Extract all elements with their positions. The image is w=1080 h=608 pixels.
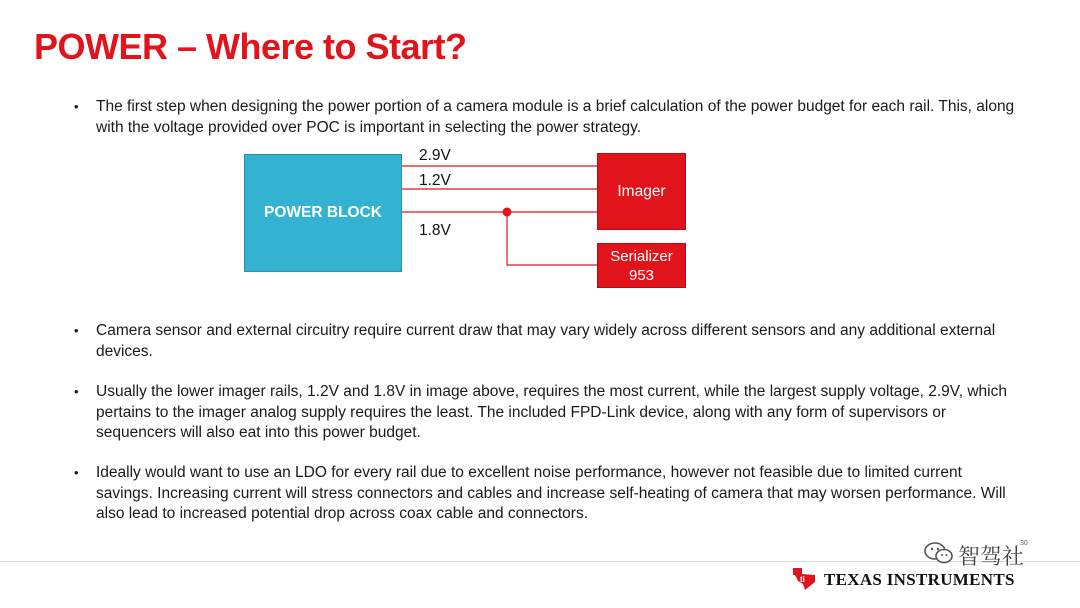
rail-1.8v-label: 1.8V — [419, 222, 451, 239]
serializer-label: Serializer — [610, 247, 673, 265]
ti-logo — [790, 566, 1015, 594]
serializer-block — [597, 243, 686, 288]
bullet-ldo: • Ideally would want to use an LDO for every rail due to excellent noise performance, however not feasible due to limited current savings. Increasing current will stress connectors and cables and increase self-heating of camera that may worsen performance. Will also lead to increased potential drop across coax cable and connectors. — [96, 463, 1016, 525]
serializer-model: 953 — [628, 266, 655, 284]
imager-block: Imager — [597, 153, 686, 230]
serializer-branch-line — [507, 212, 597, 265]
ti-logo-text: TEXAS INSTRUMENTS — [824, 570, 1015, 589]
slide-title: POWER – Where to Start? — [34, 26, 467, 67]
junction-dot — [503, 208, 512, 217]
page-number: 30 — [1020, 540, 1028, 547]
watermark-text: 智驾社 — [958, 545, 1025, 570]
bullet-current-draw: • Camera sensor and external circuitry require current draw that may vary widely across different sensors and any additional external devices. — [96, 321, 1016, 362]
power-block: POWER BLOCK — [244, 154, 402, 272]
bullet-power-budget: • The first step when designing the power portion of a camera module is a brief calculation of the power budget for each rail. This, along with the voltage provided over POC is important in selecting the power strategy. — [96, 97, 1016, 138]
rail-1.2v-label: 1.2V — [419, 172, 451, 189]
svg-text:ti: ti — [800, 574, 805, 584]
rail-2.9v-label: 2.9V — [419, 147, 451, 164]
bullet-imager-rails: • Usually the lower imager rails, 1.2V and 1.8V in image above, requires the most current, while the largest supply voltage, 2.9V, which pertains to the imager analog supply requires the least. The included FPD-Link device, along with any form of supervisors or sequencers will also eat into this power budget. — [96, 382, 1016, 444]
texas-state-icon — [790, 565, 818, 596]
